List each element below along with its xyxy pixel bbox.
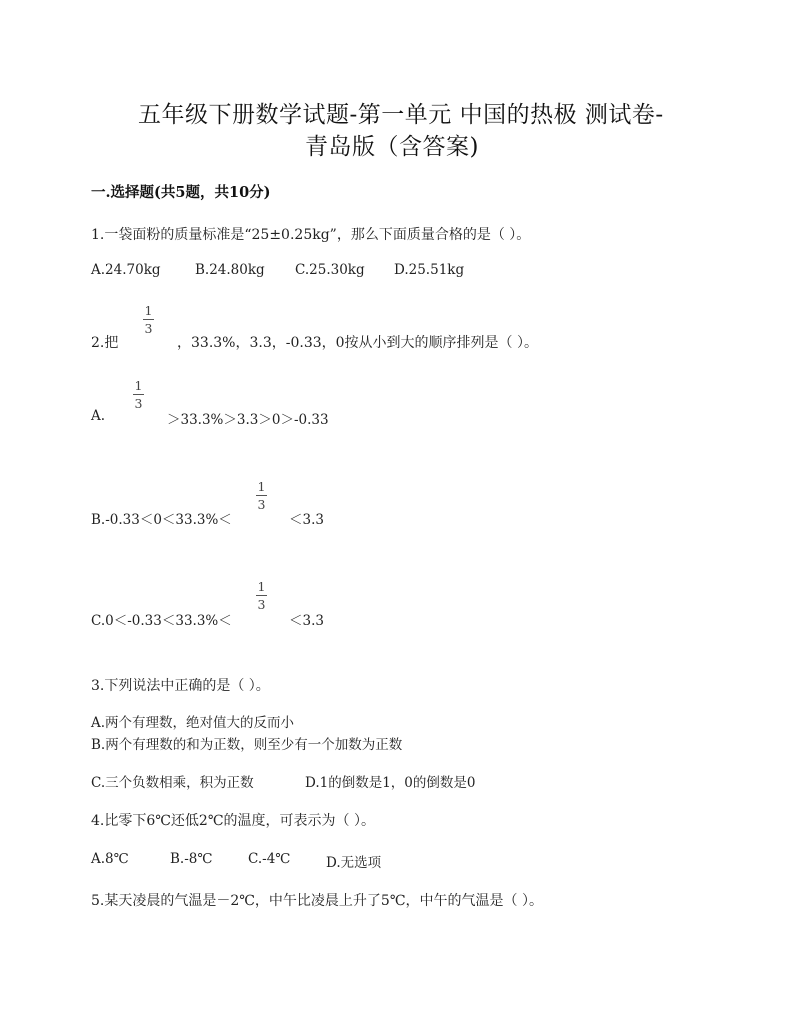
fraction-denominator: 3	[257, 597, 266, 612]
question-2-option-c-text: C.0＜-0.33＜33.3%＜	[91, 613, 232, 629]
question-4-stem: 4.比零下6℃还低2℃的温度，可表示为（ ）。	[91, 813, 375, 829]
question-1-stem: 1.一袋面粉的质量标准是“25±0.25kg”，那么下面质量合格的是（ ）。	[91, 227, 531, 243]
question-5-stem: 5.某天凌晨的气温是－2℃，中午比凌晨上升了5℃，中午的气温是（ ）。	[91, 893, 543, 909]
question-2-stem-suffix: ，33.3%，3.3，-0.33，0按从小到大的顺序排列是（ ）。	[177, 335, 538, 351]
question-4-option-a: A.8℃	[91, 851, 129, 867]
question-1-option-c: C.25.30kg	[295, 262, 365, 278]
question-2-stem-prefix: 2.把	[91, 335, 119, 351]
question-2-option-b-suffix: ＜3.3	[289, 512, 324, 528]
question-4-option-c: C.-4℃	[248, 851, 291, 867]
fraction-bar	[143, 319, 154, 320]
fraction-numerator: 1	[134, 378, 143, 393]
question-2-option-b-text: B.-0.33＜0＜33.3%＜	[91, 512, 232, 528]
question-2-fraction	[143, 304, 154, 335]
question-2-option-a-text: ＞33.3%＞3.3＞0＞-0.33	[167, 412, 329, 428]
fraction-denominator: 3	[144, 321, 153, 336]
question-2-option-c-suffix: ＜3.3	[289, 613, 324, 629]
question-2-option-a-fraction	[133, 379, 144, 410]
question-1-option-d: D.25.51kg	[394, 262, 465, 278]
document-title-line2: 青岛版（含答案)	[305, 134, 479, 160]
question-3-option-a: A.两个有理数，绝对值大的反而小	[91, 715, 295, 731]
question-4-option-d: D.无选项	[326, 855, 382, 871]
question-3-option-b: B.两个有理数的和为正数，则至少有一个加数为正数	[91, 737, 403, 753]
fraction-bar	[133, 394, 144, 395]
question-3-option-c: C.三个负数相乘，积为正数	[91, 775, 254, 791]
fraction-numerator: 1	[257, 479, 266, 494]
question-1-option-b: B.24.80kg	[195, 262, 265, 278]
question-3-option-d: D.1的倒数是1，0的倒数是0	[305, 775, 476, 791]
question-1-option-a: A.24.70kg	[91, 262, 161, 278]
fraction-bar	[256, 595, 267, 596]
question-4-option-b: B.-8℃	[170, 851, 213, 867]
document-title-line1: 五年级下册数学试题-第一单元 中国的热极 测试卷-	[138, 102, 664, 128]
fraction-denominator: 3	[257, 497, 266, 512]
question-3-stem: 3.下列说法中正确的是（ ）。	[91, 678, 270, 694]
question-2-option-a-label: A.	[91, 408, 106, 424]
fraction-numerator: 1	[144, 303, 153, 318]
fraction-bar	[256, 495, 267, 496]
fraction-numerator: 1	[257, 579, 266, 594]
question-2-option-c-fraction	[256, 580, 267, 611]
section-heading: 一.选择题(共5题，共10分)	[91, 184, 271, 201]
question-2-option-b-fraction	[256, 480, 267, 511]
fraction-denominator: 3	[134, 396, 143, 411]
